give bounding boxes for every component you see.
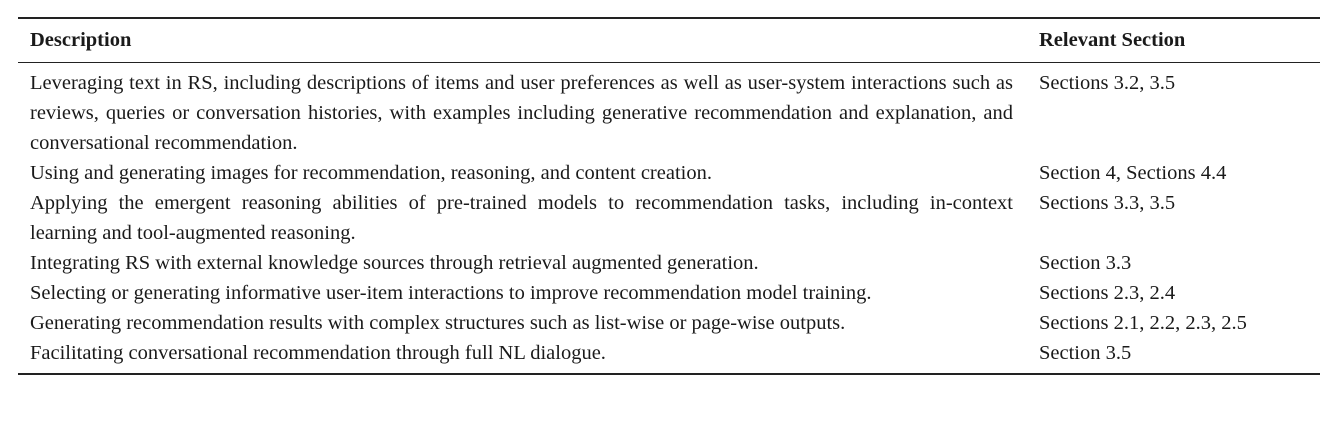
- row-section: Sections 2.3, 2.4: [1039, 282, 1176, 304]
- row-description: Facilitating conversational recommendation through full NL dialogue.: [30, 342, 606, 364]
- table-header: [18, 18, 1320, 63]
- row-description: Leveraging text in RS, including descriptions of items and user preferences as well as user-system interactions such as reviews, queries or conversation histories, with examples including generative recommendation and explanation, and conversational recommendation.: [30, 72, 1013, 154]
- table-row: [18, 308, 1320, 338]
- row-section: Section 3.5: [1039, 342, 1132, 364]
- relevant-section-column-header: Relevant Section: [1039, 29, 1186, 51]
- row-section: Sections 2.1, 2.2, 2.3, 2.5: [1039, 312, 1247, 334]
- table-body: [18, 63, 1320, 375]
- row-section: Sections 3.2, 3.5: [1039, 72, 1176, 94]
- description-column-header: Description: [30, 29, 132, 51]
- header-row: [18, 18, 1320, 63]
- table-row: [18, 278, 1320, 308]
- row-section: Sections 3.3, 3.5: [1039, 192, 1176, 214]
- row-section: Section 4, Sections 4.4: [1039, 162, 1227, 184]
- table-row: [18, 248, 1320, 278]
- table-row: [18, 188, 1320, 248]
- row-description: Selecting or generating informative user-item interactions to improve recommendation model training.: [30, 282, 872, 304]
- description-section-table: [18, 17, 1320, 375]
- table-row: [18, 338, 1320, 374]
- table-row: [18, 63, 1320, 159]
- row-description: Applying the emergent reasoning abilities of pre-trained models to recommendation tasks, including in-context learning and tool-augmented reasoning.: [30, 192, 1013, 244]
- row-description: Using and generating images for recommendation, reasoning, and content creation.: [30, 162, 712, 184]
- row-description: Generating recommendation results with complex structures such as list-wise or page-wise outputs.: [30, 312, 846, 334]
- row-description: Integrating RS with external knowledge sources through retrieval augmented generation.: [30, 252, 759, 274]
- table-container: [18, 17, 1320, 375]
- row-section: Section 3.3: [1039, 252, 1132, 274]
- table-row: [18, 158, 1320, 188]
